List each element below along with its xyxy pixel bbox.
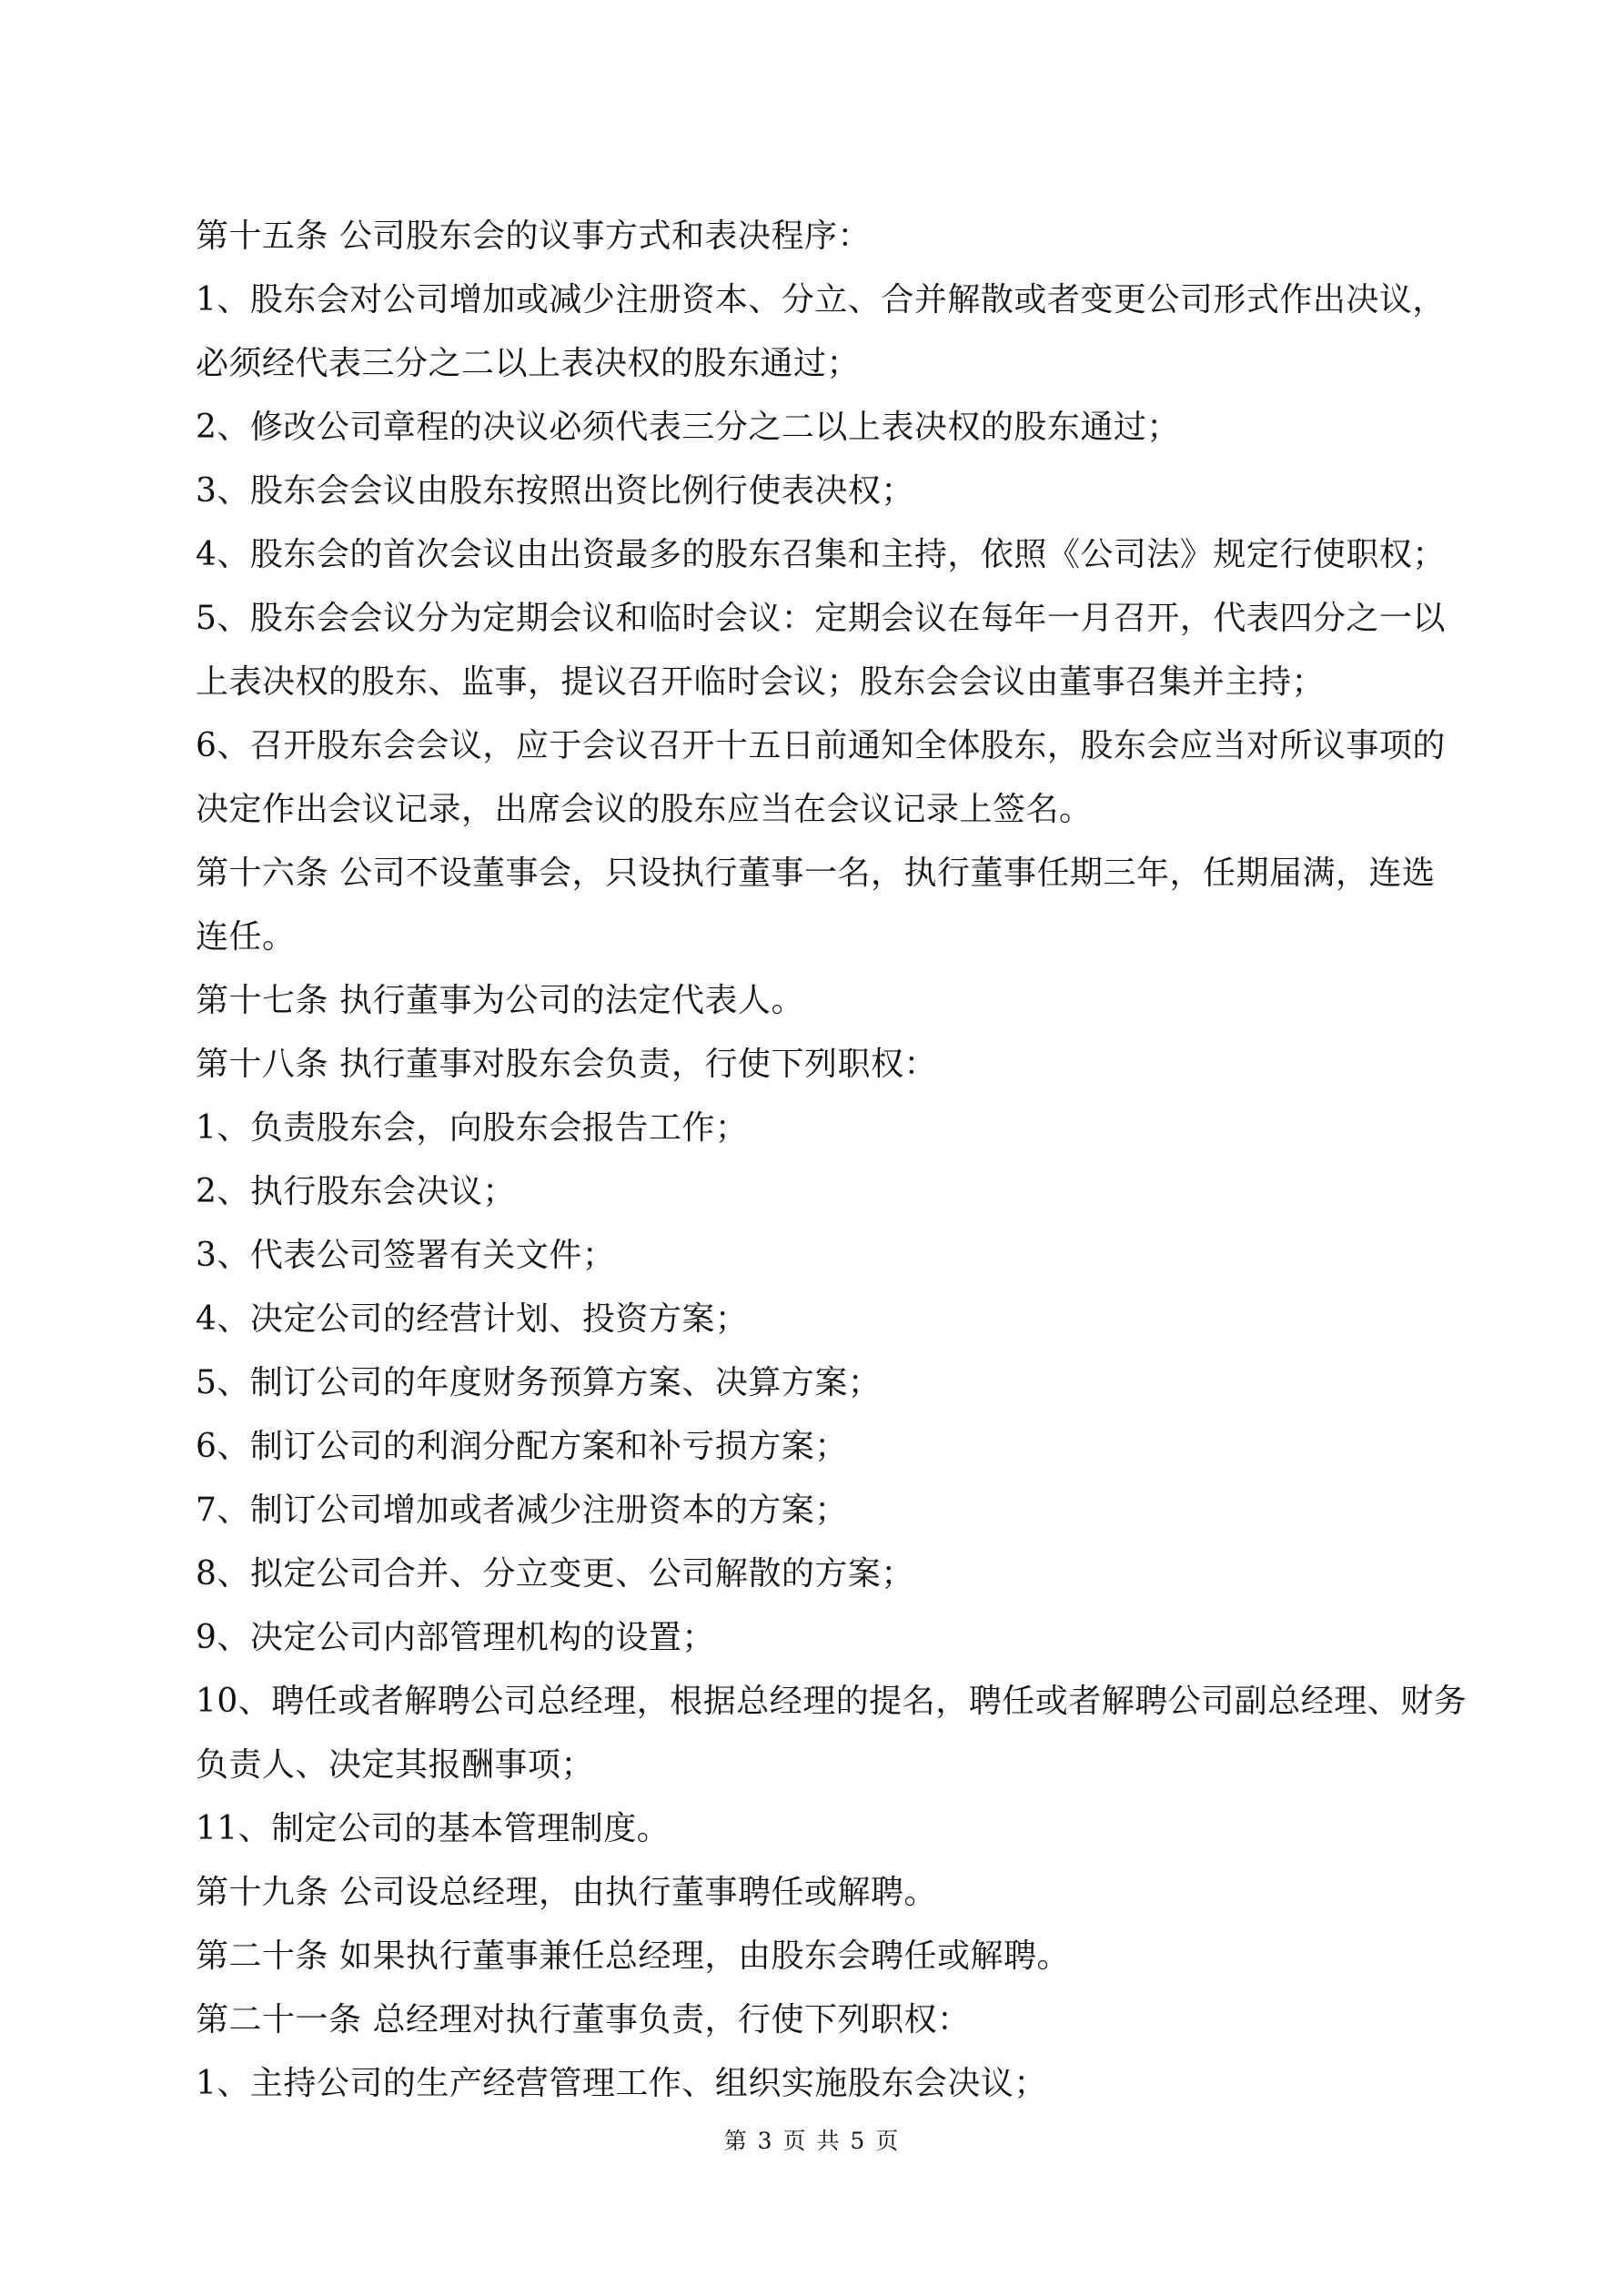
text-line: 决定作出会议记录，出席会议的股东应当在会议记录上签名。 [196, 791, 1093, 828]
text-line: 7、制订公司增加或者减少注册资本的方案； [196, 1492, 848, 1529]
text-line: 1、负责股东会，向股东会报告工作； [196, 1109, 749, 1147]
text-line: 1、股东会对公司增加或减少注册资本、分立、合并解散或者变更公司形式作出决议， [196, 281, 1446, 319]
text-line: 4、股东会的首次会议由出资最多的股东召集和主持，依照《公司法》规定行使职权； [196, 536, 1446, 573]
text-line: 第十五条 公司股东会的议事方式和表决程序： [196, 217, 871, 255]
text-line: 10、聘任或者解聘公司总经理，根据总经理的提名，聘任或者解聘公司副总经理、财务 [196, 1683, 1468, 1720]
page-number-footer: 第 3 页 共 5 页 [723, 2128, 901, 2154]
text-line: 3、股东会会议由股东按照出资比例行使表决权； [196, 472, 914, 510]
text-line: 第十九条 公司设总经理，由执行董事聘任或解聘。 [196, 1874, 937, 1911]
text-line: 11、制定公司的基本管理制度。 [196, 1810, 671, 1847]
text-line: 2、修改公司章程的决议必须代表三分之二以上表决权的股东通过； [196, 409, 1180, 446]
text-line: 第二十一条 总经理对执行董事负责，行使下列职权： [196, 2001, 971, 2038]
text-line: 6、制订公司的利润分配方案和补亏损方案； [196, 1428, 848, 1465]
text-line: 5、股东会会议分为定期会议和临时会议：定期会议在每年一月召开，代表四分之一以 [196, 600, 1446, 637]
document-body [196, 205, 1468, 2116]
text-line: 4、决定公司的经营计划、投资方案； [196, 1300, 749, 1338]
text-line: 连任。 [196, 918, 296, 956]
text-line: 第十七条 执行董事为公司的法定代表人。 [196, 982, 804, 1019]
text-line: 6、召开股东会会议，应于会议召开十五日前通知全体股东，股东会应当对所议事项的 [196, 727, 1446, 764]
text-line: 第十八条 执行董事对股东会负责，行使下列职权： [196, 1046, 937, 1083]
text-line: 3、代表公司签署有关文件； [196, 1237, 616, 1274]
text-line: 2、执行股东会决议； [196, 1173, 516, 1210]
text-line: 第二十条 如果执行董事兼任总经理，由股东会聘任或解聘。 [196, 1937, 1070, 1975]
text-line: 5、制订公司的年度财务预算方案、决算方案； [196, 1364, 882, 1401]
text-line: 8、拟定公司合并、分立变更、公司解散的方案； [196, 1555, 914, 1593]
text-line: 9、决定公司内部管理机构的设置； [196, 1619, 715, 1656]
text-line: 1、主持公司的生产经营管理工作、组织实施股东会决议； [196, 2065, 1047, 2102]
text-line: 必须经代表三分之二以上表决权的股东通过； [196, 345, 861, 382]
text-line: 第十六条 公司不设董事会，只设执行董事一名，执行董事任期三年，任期届满，连选 [196, 855, 1436, 892]
text-line: 负责人、决定其报酬事项； [196, 1746, 595, 1784]
text-line: 上表决权的股东、监事，提议召开临时会议；股东会会议由董事召集并主持； [196, 663, 1326, 701]
